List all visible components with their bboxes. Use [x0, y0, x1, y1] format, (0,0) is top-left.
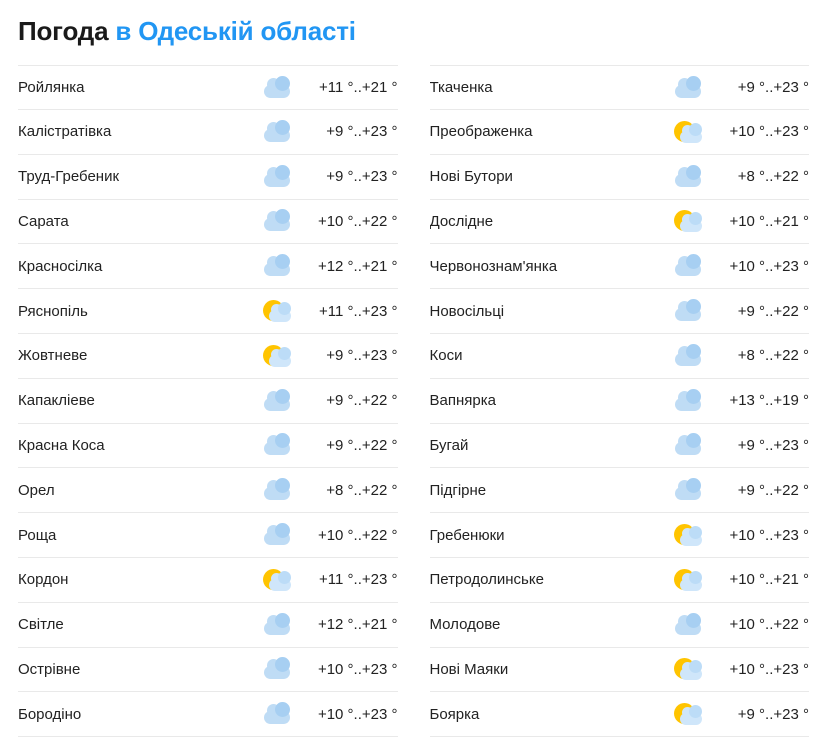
- city-weather-row[interactable]: [430, 424, 810, 469]
- city-weather-row[interactable]: [18, 155, 398, 200]
- city-weather-row[interactable]: [18, 513, 398, 558]
- sun-behind-cloud-icon: [671, 565, 705, 595]
- city-name[interactable]: Бугай: [429, 436, 469, 454]
- page-title-main: Погода: [18, 16, 109, 46]
- city-column-right: [430, 65, 810, 737]
- temperature-range: +11 °..+23 °: [319, 571, 398, 589]
- city-name[interactable]: Красносілка: [18, 257, 103, 275]
- city-weather-row[interactable]: [18, 65, 398, 110]
- city-weather-row[interactable]: [430, 513, 810, 558]
- cloud-icon: [260, 654, 294, 684]
- city-weather-row[interactable]: [18, 468, 398, 513]
- city-name[interactable]: Преображенка: [429, 123, 533, 141]
- city-name[interactable]: Новосільці: [429, 302, 505, 320]
- cloud-icon: [671, 475, 705, 505]
- city-name[interactable]: Вапнярка: [429, 392, 496, 410]
- city-weather-row[interactable]: [18, 424, 398, 469]
- cloud-icon: [260, 386, 294, 416]
- temperature-range: +12 °..+21 °: [317, 257, 398, 275]
- city-name[interactable]: Труд-Гребеник: [18, 168, 120, 186]
- sun-behind-cloud-icon: [260, 341, 294, 371]
- city-name[interactable]: Капакліеве: [18, 392, 95, 410]
- city-weather-row[interactable]: [430, 65, 810, 110]
- city-name[interactable]: Кордон: [18, 571, 69, 589]
- temperature-range: +11 °..+23 °: [319, 302, 398, 320]
- city-name[interactable]: Бородіно: [18, 705, 82, 723]
- city-weather-row[interactable]: [430, 244, 810, 289]
- cloud-icon: [260, 117, 294, 147]
- city-weather-row[interactable]: [430, 110, 810, 155]
- sun-behind-cloud-icon: [671, 206, 705, 236]
- city-name[interactable]: Коси: [429, 347, 463, 365]
- temperature-range: +9 °..+22 °: [737, 481, 809, 499]
- city-name[interactable]: Нові Бутори: [429, 168, 513, 186]
- temperature-range: +13 °..+19 °: [729, 392, 809, 410]
- city-weather-row[interactable]: [18, 692, 398, 737]
- city-name[interactable]: Петродолинське: [429, 571, 544, 589]
- cloud-icon: [671, 386, 705, 416]
- sun-behind-cloud-icon: [671, 654, 705, 684]
- city-name[interactable]: Ройлянка: [18, 79, 85, 97]
- cloud-icon: [671, 251, 705, 281]
- cloud-icon: [260, 206, 294, 236]
- sun-behind-cloud-icon: [671, 117, 705, 147]
- temperature-range: +10 °..+21 °: [729, 571, 809, 589]
- city-name[interactable]: Орел: [18, 481, 55, 499]
- city-weather-row[interactable]: [18, 558, 398, 603]
- city-weather-row[interactable]: [18, 379, 398, 424]
- city-name[interactable]: Світле: [18, 616, 64, 634]
- temperature-range: +12 °..+21 °: [317, 616, 398, 634]
- city-name[interactable]: Ткаченка: [429, 79, 493, 97]
- city-name[interactable]: Молодове: [429, 616, 501, 634]
- temperature-range: +10 °..+23 °: [317, 660, 398, 678]
- city-name[interactable]: Боярка: [429, 705, 480, 723]
- cloud-icon: [260, 73, 294, 103]
- sun-behind-cloud-icon: [260, 296, 294, 326]
- city-name[interactable]: Калістратівка: [18, 123, 112, 141]
- temperature-range: +10 °..+23 °: [729, 257, 809, 275]
- cloud-icon: [671, 430, 705, 460]
- temperature-range: +8 °..+22 °: [326, 481, 398, 499]
- city-name[interactable]: Гребенюки: [429, 526, 505, 544]
- sun-behind-cloud-icon: [260, 565, 294, 595]
- cloud-icon: [260, 475, 294, 505]
- city-weather-row[interactable]: [430, 334, 810, 379]
- temperature-range: +9 °..+22 °: [326, 436, 398, 454]
- temperature-range: +10 °..+23 °: [317, 705, 398, 723]
- city-weather-row[interactable]: [430, 468, 810, 513]
- page-title-region[interactable]: в Одеській області: [115, 16, 356, 46]
- page-title: [18, 0, 809, 65]
- cloud-icon: [671, 296, 705, 326]
- cloud-icon: [260, 251, 294, 281]
- city-weather-row[interactable]: [18, 334, 398, 379]
- city-name[interactable]: Нові Маяки: [429, 660, 509, 678]
- city-weather-row[interactable]: [18, 289, 398, 334]
- temperature-range: +9 °..+23 °: [737, 79, 809, 97]
- cloud-icon: [260, 430, 294, 460]
- temperature-range: +9 °..+23 °: [326, 347, 398, 365]
- city-weather-row[interactable]: [18, 648, 398, 693]
- city-weather-row[interactable]: [430, 155, 810, 200]
- temperature-range: +10 °..+22 °: [317, 526, 398, 544]
- city-column-left: [18, 65, 398, 737]
- city-weather-row[interactable]: [18, 603, 398, 648]
- temperature-range: +10 °..+21 °: [729, 212, 809, 230]
- temperature-range: +9 °..+23 °: [326, 123, 398, 141]
- temperature-range: +8 °..+22 °: [737, 168, 809, 186]
- city-name[interactable]: Підгірне: [429, 481, 487, 499]
- city-weather-row[interactable]: [430, 692, 810, 737]
- cloud-icon: [671, 162, 705, 192]
- cloud-icon: [260, 520, 294, 550]
- temperature-range: +10 °..+23 °: [729, 526, 809, 544]
- city-name[interactable]: Острівне: [18, 660, 81, 678]
- sun-behind-cloud-icon: [671, 520, 705, 550]
- cloud-icon: [671, 73, 705, 103]
- city-weather-row[interactable]: [430, 648, 810, 693]
- city-weather-row[interactable]: [430, 603, 810, 648]
- temperature-range: +9 °..+23 °: [737, 705, 809, 723]
- temperature-range: +9 °..+22 °: [326, 392, 398, 410]
- temperature-range: +9 °..+22 °: [737, 302, 809, 320]
- city-name[interactable]: Ряснопіль: [18, 302, 88, 320]
- city-name[interactable]: Красна Коса: [18, 436, 105, 454]
- cloud-icon: [260, 699, 294, 729]
- cloud-icon: [671, 341, 705, 371]
- temperature-range: +9 °..+23 °: [326, 168, 398, 186]
- city-name[interactable]: Роща: [18, 526, 57, 544]
- temperature-range: +11 °..+21 °: [319, 79, 398, 97]
- city-list-columns: [18, 65, 809, 737]
- cloud-icon: [260, 162, 294, 192]
- city-weather-row[interactable]: [18, 110, 398, 155]
- city-name[interactable]: Сарата: [18, 212, 69, 230]
- city-weather-row[interactable]: [430, 379, 810, 424]
- city-name[interactable]: Дослідне: [429, 212, 494, 230]
- city-weather-row[interactable]: [430, 289, 810, 334]
- temperature-range: +10 °..+23 °: [729, 660, 809, 678]
- sun-behind-cloud-icon: [671, 699, 705, 729]
- city-name[interactable]: Червонознам'янка: [429, 257, 558, 275]
- temperature-range: +8 °..+22 °: [737, 347, 809, 365]
- temperature-range: +9 °..+23 °: [737, 436, 809, 454]
- city-weather-row[interactable]: [18, 244, 398, 289]
- city-weather-row[interactable]: [430, 558, 810, 603]
- temperature-range: +10 °..+22 °: [729, 616, 809, 634]
- city-weather-row[interactable]: [18, 200, 398, 245]
- city-weather-row[interactable]: [430, 200, 810, 245]
- temperature-range: +10 °..+23 °: [729, 123, 809, 141]
- cloud-icon: [260, 610, 294, 640]
- temperature-range: +10 °..+22 °: [317, 212, 398, 230]
- city-name[interactable]: Жовтневе: [18, 347, 88, 365]
- cloud-icon: [671, 610, 705, 640]
